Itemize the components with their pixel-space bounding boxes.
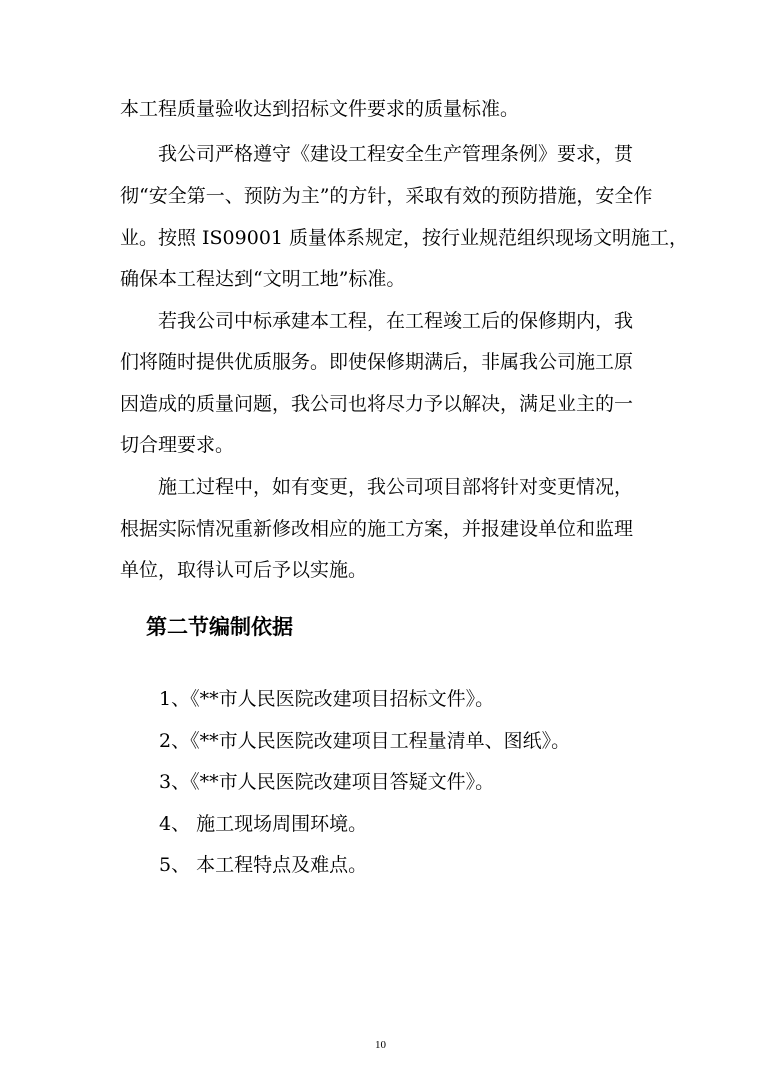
reference-item: 3、《**市人民医院改建项目答疑文件》。 [159,771,495,793]
paragraph-line: 施工过程中，如有变更，我公司项目部将针对变更情况， [158,476,634,498]
paragraph-line: 因造成的质量问题，我公司也将尽力予以解决，满足业主的一 [120,393,634,415]
paragraph-line: 根据实际情况重新修改相应的施工方案，并报建设单位和监理 [120,518,634,540]
paragraph-line: 单位，取得认可后予以实施。 [120,559,368,581]
reference-item: 1、《**市人民医院改建项目招标文件》。 [159,688,495,710]
paragraph-line: 业。按照 IS09001 质量体系规定，按行业规范组织现场文明施工， [120,227,689,249]
paragraph-line: 彻“安全第一、预防为主”的方针，采取有效的预防措施，安全作 [120,185,653,207]
reference-item: 2、《**市人民医院改建项目工程量清单、图纸》。 [159,730,571,752]
paragraph-line: 本工程质量验收达到招标文件要求的质量标准。 [120,98,520,120]
paragraph-line: 确保本工程达到“文明工地”标准。 [120,268,406,290]
reference-item: 5、 本工程特点及难点。 [159,854,368,876]
paragraph-line: 我公司严格遵守《建设工程安全生产管理条例》要求，贯 [158,143,634,165]
page-number: 10 [375,1039,386,1051]
section-heading: 第二节编制依据 [146,615,293,639]
reference-item: 4、 施工现场周围环境。 [159,813,368,835]
paragraph-line: 若我公司中标承建本工程，在工程竣工后的保修期内，我 [158,310,634,332]
paragraph-line: 切合理要求。 [120,434,235,456]
paragraph-line: 们将随时提供优质服务。即使保修期满后，非属我公司施工原 [120,351,634,373]
